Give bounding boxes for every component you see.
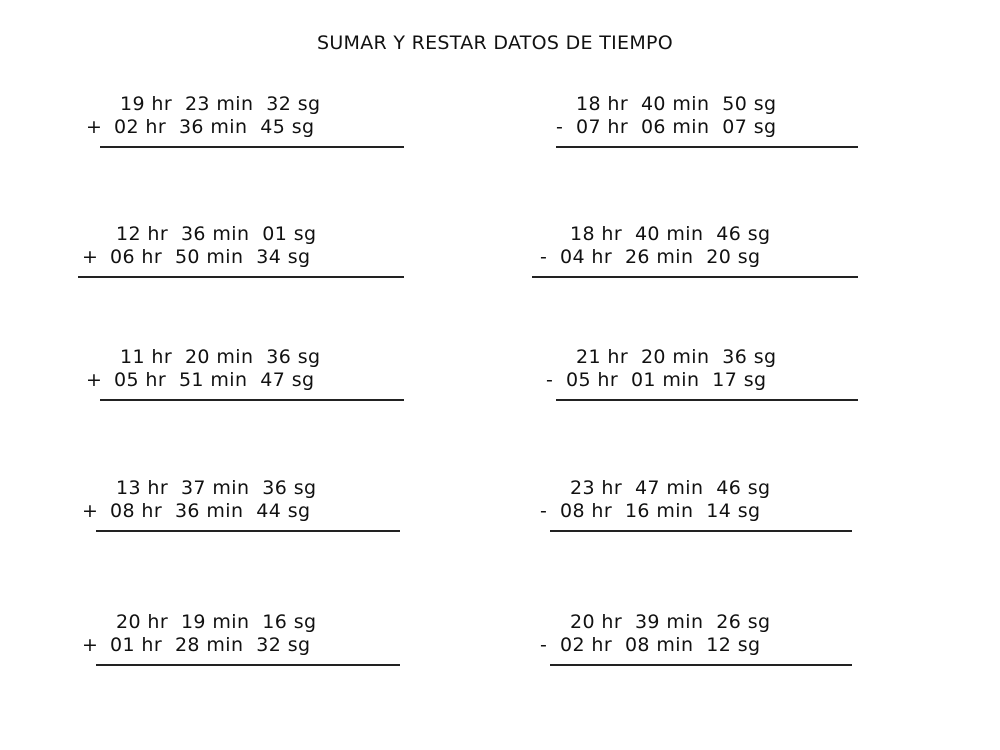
second-operand: 06 hr 50 min 34 sg <box>110 246 311 268</box>
second-operand: 07 hr 06 min 07 sg <box>576 116 777 138</box>
addition-problem-3 <box>80 345 420 415</box>
plus-sign: + <box>82 246 99 268</box>
second-operand: 08 hr 16 min 14 sg <box>560 500 761 522</box>
second-operand: 01 hr 28 min 32 sg <box>110 634 311 656</box>
answer-line <box>78 276 404 278</box>
subtraction-problem-1 <box>556 92 896 162</box>
page-title: SUMAR Y RESTAR DATOS DE TIEMPO <box>316 32 674 54</box>
first-operand: 20 hr 19 min 16 sg <box>116 611 317 633</box>
minus-sign: - <box>540 500 548 522</box>
second-operand-row <box>82 245 310 269</box>
first-operand: 23 hr 47 min 46 sg <box>570 477 771 499</box>
minus-sign: - <box>540 634 548 656</box>
first-operand: 11 hr 20 min 36 sg <box>120 346 321 368</box>
second-operand-row <box>546 368 766 392</box>
subtraction-problem-5 <box>540 610 890 680</box>
second-operand-row <box>540 499 760 523</box>
answer-line <box>96 530 400 532</box>
second-operand-row <box>86 368 314 392</box>
answer-line <box>96 664 400 666</box>
answer-line <box>100 146 404 148</box>
second-operand: 02 hr 08 min 12 sg <box>560 634 761 656</box>
minus-sign: - <box>556 116 564 138</box>
plus-sign: + <box>82 500 99 522</box>
second-operand-row <box>86 115 314 139</box>
second-operand: 02 hr 36 min 45 sg <box>114 116 315 138</box>
answer-line <box>556 399 858 401</box>
addition-problem-1 <box>80 92 420 162</box>
first-operand: 21 hr 20 min 36 sg <box>576 346 777 368</box>
subtraction-problem-2 <box>532 222 872 292</box>
second-operand: 05 hr 51 min 47 sg <box>114 369 315 391</box>
first-operand: 20 hr 39 min 26 sg <box>570 611 771 633</box>
second-operand: 05 hr 01 min 17 sg <box>566 369 767 391</box>
answer-line <box>532 276 858 278</box>
addition-problem-2 <box>76 222 416 292</box>
answer-line <box>550 664 852 666</box>
answer-line <box>100 399 404 401</box>
first-operand: 18 hr 40 min 50 sg <box>576 93 777 115</box>
plus-sign: + <box>86 369 103 391</box>
first-operand: 12 hr 36 min 01 sg <box>116 223 317 245</box>
second-operand-row <box>540 245 760 269</box>
second-operand-row <box>82 499 310 523</box>
minus-sign: - <box>540 246 548 268</box>
second-operand-row <box>82 633 310 657</box>
second-operand: 04 hr 26 min 20 sg <box>560 246 761 268</box>
first-operand: 19 hr 23 min 32 sg <box>120 93 321 115</box>
subtraction-problem-4 <box>540 476 890 546</box>
addition-problem-5 <box>76 610 416 680</box>
plus-sign: + <box>82 634 99 656</box>
subtraction-problem-3 <box>546 345 896 415</box>
answer-line <box>556 146 858 148</box>
second-operand-row <box>556 115 776 139</box>
second-operand-row <box>540 633 760 657</box>
minus-sign: - <box>546 369 554 391</box>
second-operand: 08 hr 36 min 44 sg <box>110 500 311 522</box>
addition-problem-4 <box>76 476 416 546</box>
first-operand: 18 hr 40 min 46 sg <box>570 223 771 245</box>
first-operand: 13 hr 37 min 36 sg <box>116 477 317 499</box>
plus-sign: + <box>86 116 103 138</box>
answer-line <box>550 530 852 532</box>
